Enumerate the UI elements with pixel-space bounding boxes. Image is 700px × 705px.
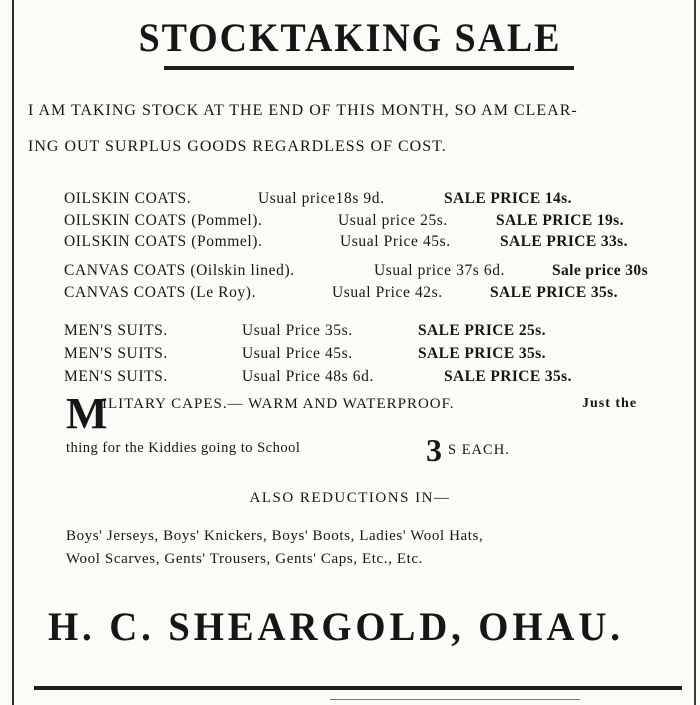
headline: STOCKTAKING SALE [138,15,562,60]
row-sale: SALE PRICE 33s. [500,233,628,250]
kiddies-text: thing for the Kiddies going to School [66,440,301,456]
row-usual: Usual Price 45s. [242,345,353,362]
drop-cap: M [66,389,108,438]
row-sale: Sale price 30s [552,262,649,279]
intro-line-1: I AM TAKING STOCK AT THE END OF THIS MONTH, SO AM CLEAR- [28,102,578,119]
kiddies-line [66,432,510,468]
row-usual: Usual price18s 9d. [258,190,385,207]
column-rule-right [694,0,696,705]
row-usual: Usual price 37s 6d. [374,262,506,279]
capes-text-right: Just the [582,396,638,411]
row-item: OILSKIN COATS. [64,190,192,207]
row-usual: Usual Price 35s. [242,322,353,339]
bottom-rule-thin [330,699,580,700]
merchant-name: H. C. SHEARGOLD, OHAU. [48,604,624,649]
bottom-rule [34,686,682,690]
row-item: OILSKIN COATS (Pommel). [64,212,263,229]
row-item: OILSKIN COATS (Pommel). [64,233,263,250]
row-item: CANVAS COATS (Le Roy). [64,284,257,301]
reductions-heading: ALSO REDUCTIONS IN— [249,490,451,506]
capes-each: S EACH. [448,442,510,458]
row-sale: SALE PRICE 35s. [444,368,572,385]
reductions-line-1: Boys' Jerseys, Boys' Knickers, Boys' Boots, Ladies' Wool Hats, [66,528,484,544]
headline-rule [164,66,574,70]
row-item: MEN'S SUITS. [64,368,168,385]
row-usual: Usual Price 45s. [340,233,451,250]
capes-price: 3 [426,432,443,468]
row-sale: SALE PRICE 14s. [444,190,572,207]
row-usual: Usual Price 42s. [332,284,443,301]
row-sale: SALE PRICE 35s. [418,345,546,362]
intro-line-2: ING OUT SURPLUS GOODS REGARDLESS OF COST. [28,138,447,155]
capes-text: ILITARY CAPES.— WARM AND WATERPROOF. [102,396,455,412]
row-item: MEN'S SUITS. [64,345,168,362]
row-sale: SALE PRICE 25s. [418,322,546,339]
row-sale: SALE PRICE 35s. [490,284,618,301]
row-sale: SALE PRICE 19s. [496,212,624,229]
row-item: MEN'S SUITS. [64,322,168,339]
reductions-line-2: Wool Scarves, Gents' Trousers, Gents' Caps, Etc., Etc. [66,551,423,567]
row-usual: Usual price 25s. [338,212,448,229]
row-item: CANVAS COATS (Oilskin lined). [64,262,295,279]
column-rule-left [12,0,14,705]
row-usual: Usual Price 48s 6d. [242,368,374,385]
